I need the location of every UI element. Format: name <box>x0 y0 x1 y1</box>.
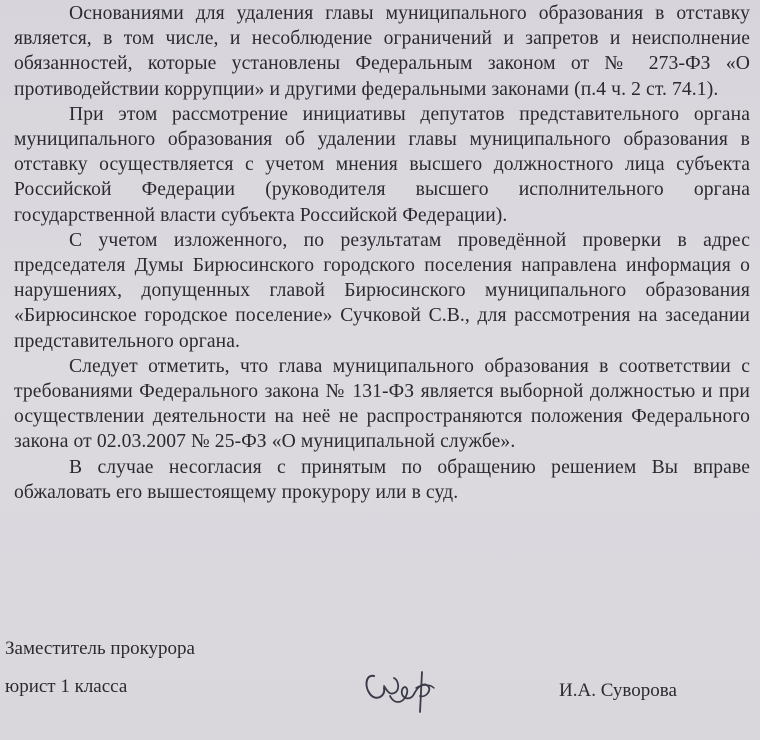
paragraph-appeal-rights: В случае несогласия с принятым по обращению решением Вы вправе обжаловать его вышестоящему прокурору или в суд. <box>14 456 750 503</box>
paragraph-grounds-for-removal: Основаниями для удаления главы муниципального образования в отставку является, в том числе, и несоблюдение ограничений и запретов и неисполнение обязанностей, которые установлены Федеральным законом от № 273-ФЗ «О противодействии коррупции» и другими федеральными законами (п.4 ч. 2 ст. 74.1). <box>14 3 750 100</box>
paragraph-inspection-results: С учетом изложенного, по результатам проведённой проверки в адрес председателя Думы Бирюсинского городского поселения направлена информация о нарушениях, допущенных главой Бирюсинского муниципального образования «Бирюсинское городское поселение» Сучковой С.В., для рассмотрения на заседании представительного органа. <box>14 229 750 352</box>
signer-rank: юрист 1 класса <box>5 676 128 697</box>
signer-position: Заместитель прокурора <box>5 638 195 659</box>
paragraph-elected-position: Следует отметить, что глава муниципального образования в соответствии с требованиями Федерального закона № 131-ФЗ является выборной должностью и при осуществлении деятельности на неё не распространяются положения Федерального закона от 02.03.2007 № 25-ФЗ «О муниципальной службе». <box>14 355 750 453</box>
handwritten-signature <box>360 662 438 714</box>
signer-name: И.А. Суворова <box>559 680 677 701</box>
paragraph-initiative-consideration: При этом рассмотрение инициативы депутатов представительного органа муниципального образования об удалении главы муниципального образования в отставку осуществляется с учетом мнения высшего должностного лица субъекта Российской Федерации (руководителя высшего исполнительного органа государственной власти субъекта Российской Федерации). <box>14 103 750 226</box>
